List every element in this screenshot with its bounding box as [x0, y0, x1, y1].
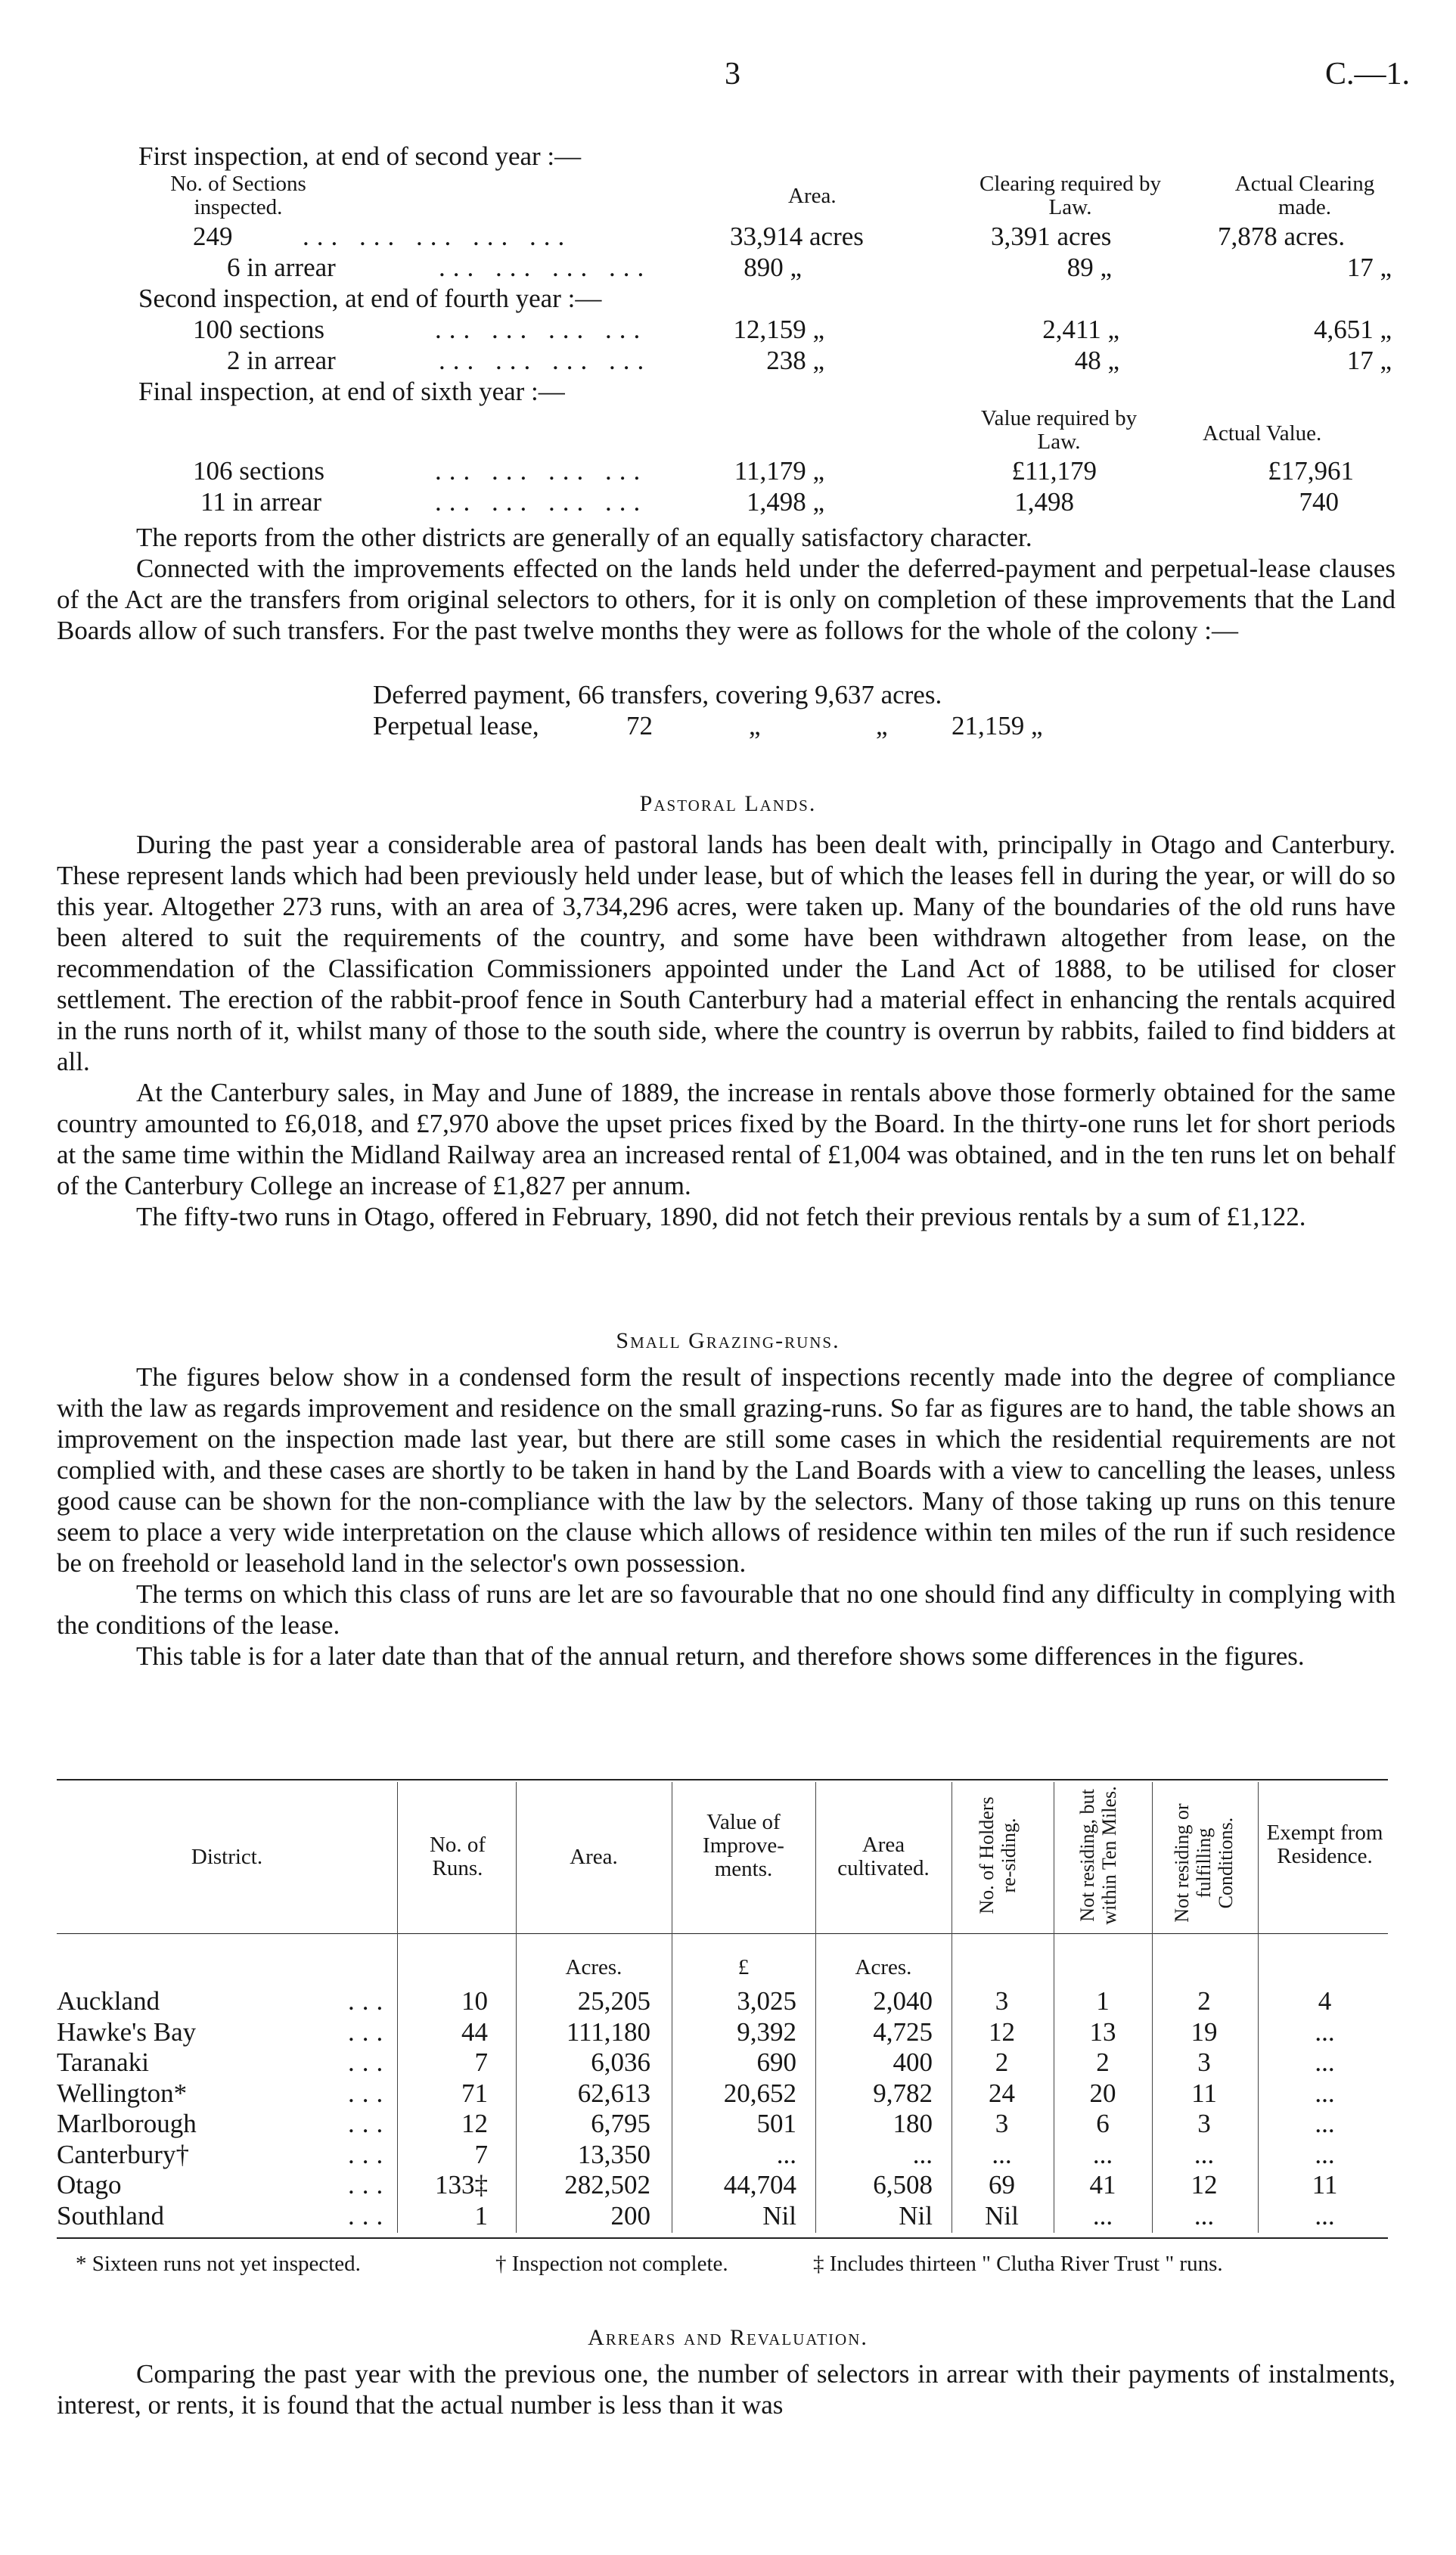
leader-dots: ... [348, 2078, 391, 2108]
paragraph: The reports from the other districts are generally of an equally satisfactory character. [136, 523, 1032, 552]
table-cell-not-fulfilling: ... [1194, 2140, 1215, 2169]
table-cell-area: 282,502 [564, 2170, 650, 2200]
table-cell-area: 111,180 [566, 2017, 650, 2047]
col-value-actual-header: Actual Value. [1203, 421, 1322, 445]
transfers-paragraphs [57, 522, 1395, 646]
table-cell-district: Southland [57, 2201, 164, 2231]
table-cell-within: ... [1092, 2140, 1113, 2169]
table-cell-holders: 69 [989, 2170, 1015, 2200]
table-cell-not-fulfilling: 3 [1197, 2109, 1211, 2138]
table-cell-runs: 7 [474, 2140, 488, 2169]
arrears-heading: Arrears and Revaluation. [588, 2325, 868, 2350]
first-row-1-label: 249 [193, 222, 233, 251]
table-cell-area: 6,795 [591, 2109, 650, 2138]
table-cell-not-fulfilling: 12 [1191, 2170, 1218, 2200]
transfer-line-2-ditto: „ [876, 711, 888, 740]
table-cell-cultivated: 400 [893, 2047, 933, 2077]
page-number: 3 [725, 57, 740, 92]
paragraph: The terms on which this class of runs are let are so favourable that no one should find any difficulty in complying with the conditions of the lease. [57, 1579, 1395, 1640]
table-cell-holders: 3 [995, 2109, 1009, 2138]
second-row-1-label: 100 sections [193, 315, 325, 344]
header-runs: No. of Runs. [429, 1833, 486, 1880]
table-cell-area: 6,036 [591, 2047, 650, 2077]
leader-dots: ... ... ... ... [439, 253, 652, 282]
final-row-2-required: 1,498 [1014, 487, 1074, 517]
leader-dots: ... [348, 2109, 391, 2138]
table-cell-value: 690 [756, 2047, 796, 2077]
final-row-1-required: £11,179 [1011, 456, 1097, 486]
first-row-1-area: 33,914 acres [730, 222, 864, 251]
paragraph: During the past year a considerable area of pastoral lands has been dealt with, principally in Otago and Canterbury. These represent lands which had been previously held under lease, but of which the leases fell in during the year, or will do so this year. Altogether 273 runs, with an area of 3,734,296 acres, were taken up. Many of the boundaries of the old runs have been altered to suit the requirements of the country, and some have been withdrawn altogether from lease, on the recommendation of the Classification Commissioners appointed under the Land Act of 1888, to be utilised for closer settlement. The erection of the rabbit-proof fence in South Canterbury had a material effect in enhancing the rentals acquired in the runs north of it, whilst many of those to the south side, where the country is overrun by rabbits, failed to find bidders at all. [57, 830, 1395, 1076]
leader-dots: ... ... ... ... ... [303, 222, 573, 251]
table-cell-district: Wellington* [57, 2078, 188, 2108]
header-value: Value of Improve-ments. [703, 1810, 784, 1881]
unit-cultivated: Acres. [855, 1955, 912, 1979]
first-row-1-actual: 7,878 acres. [1218, 222, 1346, 251]
col-value-required-header: Value required by Law. [980, 406, 1138, 454]
column-divider [516, 1782, 517, 2233]
table-cell-within: 1 [1096, 1986, 1110, 2016]
table-bottom-rule [57, 2237, 1388, 2239]
first-row-2-label: 6 in arrear [227, 253, 336, 282]
pastoral-paragraphs [57, 829, 1395, 1232]
leader-dots: ... ... ... ... [435, 315, 648, 344]
table-top-rule [57, 1779, 1388, 1780]
table-cell-holders: 2 [995, 2047, 1009, 2077]
table-cell-value: ... [776, 2140, 796, 2169]
pastoral-lands-heading: Pastoral Lands. [639, 791, 817, 816]
table-cell-within: 20 [1089, 2078, 1116, 2108]
transfer-line-2-ditto: „ [749, 711, 761, 740]
table-cell-cultivated: 6,508 [873, 2170, 933, 2200]
paragraph: The figures below show in a condensed form the result of inspections recently made into the degree of compliance with the law as regards improvement and residence on the small grazing-runs. So far as figures are to hand, the table shows an improvement on the inspection made last year, but there are still some cases in which the residential requirements are not complied with, and these cases are shortly to be taken in hand by the Land Boards with a view to cancelling the leases, unless good cause can be shown for the non-compliance with the law by the selectors. Many of those taking up runs on this tenure seem to place a very wide interpretation on the clause which allows of residence within ten miles of the run if such residence be on freehold or leasehold land in the selector's own possession. [57, 1362, 1395, 1578]
table-cell-exempt: ... [1315, 2078, 1335, 2108]
table-cell-district: Canterbury† [57, 2140, 189, 2169]
table-cell-district: Auckland [57, 1986, 160, 2016]
arrears-paragraphs [57, 2358, 1395, 2420]
table-cell-area: 200 [610, 2201, 650, 2231]
table-cell-within: 13 [1089, 2017, 1116, 2047]
final-row-2-label: 11 in arrear [200, 487, 321, 517]
paragraph: Connected with the improvements effected on the lands held under the deferred-payment and perpetual-lease clauses of the Act are the transfers from original selectors to others, for it is only on completion of these improvements that the Land Boards allow of such transfers. For the past twelve months they were as follows for the whole of the colony :— [57, 554, 1395, 645]
paragraph: This table is for a later date than that of the annual return, and therefore shows some differences in the figures. [136, 1641, 1305, 1671]
column-divider [815, 1782, 816, 2233]
table-cell-runs: 1 [474, 2201, 488, 2231]
table-cell-runs: 7 [474, 2047, 488, 2077]
leader-dots: ... [348, 2170, 391, 2200]
second-row-1-area: 12,159 „ [733, 315, 824, 344]
table-cell-not-fulfilling: 19 [1191, 2017, 1218, 2047]
table-cell-not-fulfilling: ... [1194, 2201, 1215, 2231]
table-cell-holders: 3 [995, 1986, 1009, 2016]
first-inspection-label: First inspection, at end of second year :— [138, 141, 582, 171]
table-cell-district: Marlborough [57, 2109, 197, 2138]
table-cell-not-fulfilling: 2 [1197, 1986, 1211, 2016]
leader-dots: ... ... ... ... [435, 487, 648, 517]
unit-area: Acres. [565, 1955, 622, 1979]
table-cell-exempt: ... [1315, 2201, 1335, 2231]
col-sections-header: No. of Sections inspected. [170, 172, 306, 219]
table-cell-exempt: ... [1315, 2140, 1335, 2169]
leader-dots: ... [348, 2201, 391, 2231]
table-cell-exempt: ... [1315, 2109, 1335, 2138]
final-row-1-actual: £17,961 [1268, 456, 1354, 486]
header-area: Area. [570, 1845, 618, 1869]
transfer-line-2-label: Perpetual lease, [373, 711, 539, 740]
second-row-1-required: 2,411 „ [1042, 315, 1119, 344]
second-inspection-label: Second inspection, at end of fourth year :— [138, 284, 602, 313]
table-cell-runs: 10 [461, 1986, 488, 2016]
header-within: Not residing, but within Ten Miles. [1076, 1786, 1120, 1925]
leader-dots: ... [348, 2017, 391, 2047]
table-cell-area: 62,613 [577, 2078, 650, 2108]
table-cell-district: Hawke's Bay [57, 2017, 197, 2047]
header-not-fulfilling: Not residing or fulfilling Conditions. [1171, 1803, 1237, 1923]
final-row-2-area: 1,498 „ [746, 487, 824, 517]
leader-dots: ... [348, 2047, 391, 2077]
second-row-2-area: 238 „ [766, 346, 824, 375]
col-area-header: Area. [788, 184, 837, 208]
transfer-line-2-acres: 21,159 „ [952, 711, 1043, 740]
table-cell-exempt: ... [1315, 2017, 1335, 2047]
table-cell-area: 25,205 [577, 1986, 650, 2016]
table-cell-value: 501 [756, 2109, 796, 2138]
paragraph: The fifty-two runs in Otago, offered in February, 1890, did not fetch their previous rentals by a sum of £1,122. [136, 1202, 1306, 1231]
paragraph: At the Canterbury sales, in May and June of 1889, the increase in rentals above those formerly obtained for the same country amounted to £6,018, and £7,970 above the upset prices fixed by the Board. In the thirty-one runs let for short periods at the same time within the Midland Railway area an increased rental of £1,004 was obtained, and in the ten runs let on behalf of the Canterbury College an increase of £1,827 per annum. [57, 1078, 1395, 1200]
second-row-2-actual: 17 „ [1346, 346, 1392, 375]
first-row-1-required: 3,391 acres [991, 222, 1112, 251]
document-code: C.—1. [1325, 57, 1411, 92]
table-cell-runs: 12 [461, 2109, 488, 2138]
column-divider [1152, 1782, 1153, 2233]
small-grazing-paragraphs [57, 1361, 1395, 1672]
table-cell-within: 2 [1096, 2047, 1110, 2077]
table-cell-holders: Nil [985, 2201, 1019, 2231]
leader-dots: ... [348, 1986, 391, 2016]
footnote-3: ‡ Includes thirteen " Clutha River Trust " runs. [813, 2252, 1223, 2276]
table-cell-holders: 24 [989, 2078, 1015, 2108]
second-row-2-required: 48 „ [1074, 346, 1119, 375]
table-cell-district: Taranaki [57, 2047, 149, 2077]
table-cell-exempt: 4 [1318, 1986, 1332, 2016]
column-divider [1258, 1782, 1259, 2233]
table-cell-runs: 133‡ [435, 2170, 488, 2200]
footnote-1: * Sixteen runs not yet inspected. [76, 2252, 361, 2276]
table-cell-runs: 71 [461, 2078, 488, 2108]
table-cell-within: ... [1092, 2201, 1113, 2231]
transfer-line-2-count: 72 [626, 711, 653, 740]
table-cell-exempt: 11 [1312, 2170, 1338, 2200]
table-cell-within: 41 [1089, 2170, 1116, 2200]
table-cell-value: 3,025 [737, 1986, 796, 2016]
transfer-line-1: Deferred payment, 66 transfers, covering 9,637 acres. [373, 680, 942, 709]
header-cultivated: Area cultivated. [837, 1833, 930, 1880]
col-clearing-required-header: Clearing required by Law. [979, 172, 1161, 219]
small-grazing-runs-heading: Small Grazing-runs. [616, 1328, 840, 1353]
table-cell-cultivated: 2,040 [873, 1986, 933, 2016]
footnote-2: † Inspection not complete. [495, 2252, 728, 2276]
table-cell-district: Otago [57, 2170, 122, 2200]
table-cell-exempt: ... [1315, 2047, 1335, 2077]
first-row-2-area: 890 „ [744, 253, 802, 282]
final-row-1-area: 11,179 „ [734, 456, 824, 486]
table-cell-holders: 12 [989, 2017, 1015, 2047]
table-cell-cultivated: ... [912, 2140, 933, 2169]
second-row-2-label: 2 in arrear [227, 346, 336, 375]
first-row-2-actual: 17 „ [1346, 253, 1392, 282]
leader-dots: ... [348, 2140, 391, 2169]
table-cell-holders: ... [992, 2140, 1012, 2169]
col-clearing-actual-header: Actual Clearing made. [1234, 172, 1375, 219]
table-cell-cultivated: Nil [899, 2201, 933, 2231]
table-cell-runs: 44 [461, 2017, 488, 2047]
table-cell-cultivated: 9,782 [873, 2078, 933, 2108]
leader-dots: ... ... ... ... [435, 456, 648, 486]
leader-dots: ... ... ... ... [439, 346, 652, 375]
table-cell-cultivated: 180 [893, 2109, 933, 2138]
final-row-1-label: 106 sections [193, 456, 325, 486]
header-district: District. [191, 1845, 263, 1869]
table-cell-within: 6 [1096, 2109, 1110, 2138]
first-row-2-required: 89 „ [1066, 253, 1112, 282]
table-cell-not-fulfilling: 11 [1191, 2078, 1217, 2108]
header-exempt: Exempt from Residence. [1266, 1821, 1383, 1868]
header-holders: No. of Holders re-siding. [976, 1796, 1020, 1914]
paragraph: Comparing the past year with the previous one, the number of selectors in arrear with their payments of instalments, interest, or rents, it is found that the actual number is less than it was [57, 2359, 1395, 2420]
second-row-1-actual: 4,651 „ [1313, 315, 1392, 344]
final-inspection-label: Final inspection, at end of sixth year :— [138, 377, 565, 406]
column-divider [397, 1782, 398, 2233]
table-cell-area: 13,350 [577, 2140, 650, 2169]
unit-value: £ [737, 1955, 750, 1979]
table-cell-value: 44,704 [723, 2170, 796, 2200]
table-cell-value: Nil [762, 2201, 796, 2231]
table-cell-value: 9,392 [737, 2017, 796, 2047]
final-row-2-actual: 740 [1299, 487, 1339, 517]
table-cell-cultivated: 4,725 [873, 2017, 933, 2047]
table-cell-not-fulfilling: 3 [1197, 2047, 1211, 2077]
table-cell-value: 20,652 [723, 2078, 796, 2108]
